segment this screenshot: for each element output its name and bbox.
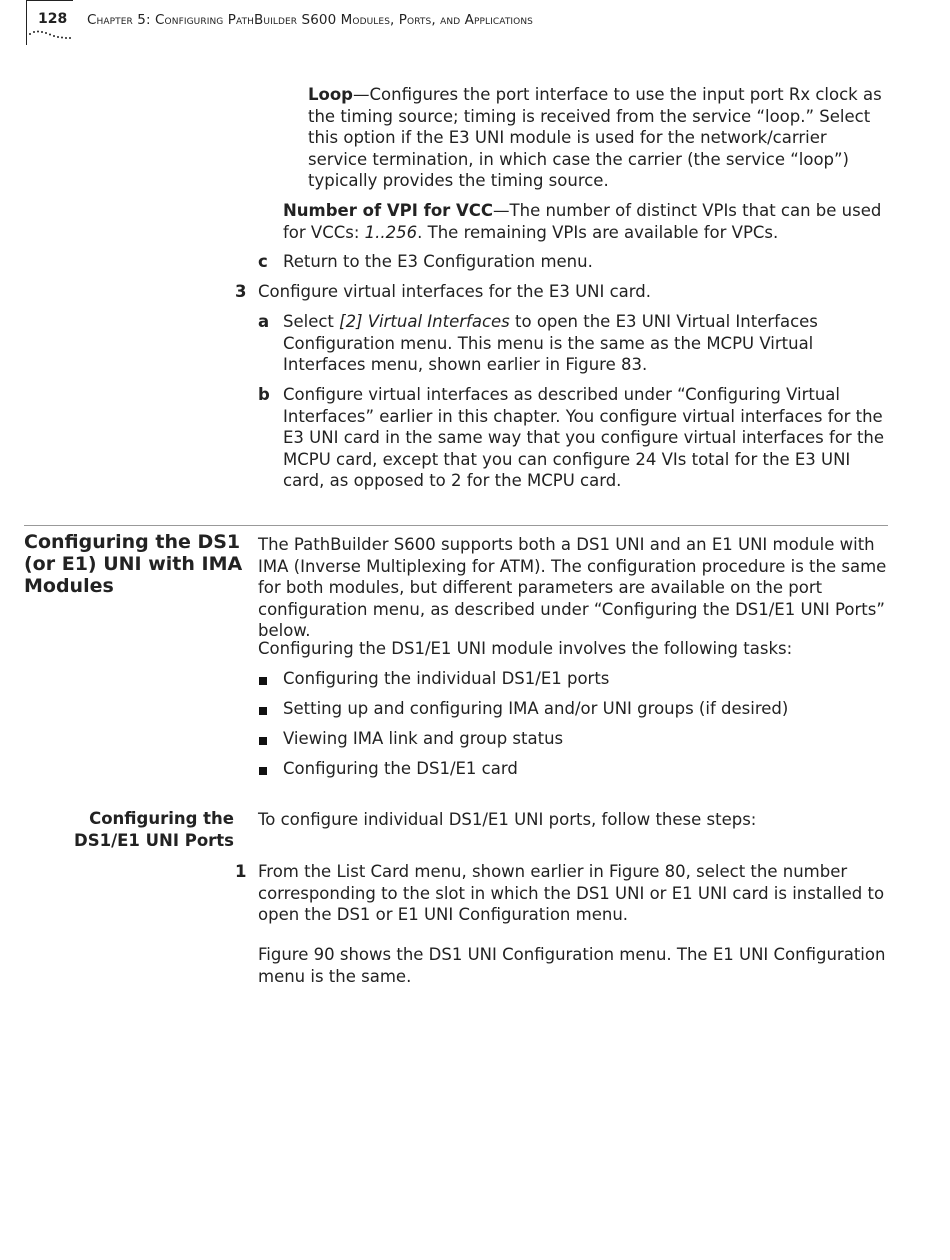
step-3a-before: Select bbox=[283, 312, 340, 331]
loop-term: Loop bbox=[308, 85, 353, 104]
step-1-marker: 1 bbox=[235, 862, 247, 881]
vpi-term: Number of VPI for VCC bbox=[283, 201, 494, 220]
loop-text: —Configures the port interface to use the input port Rx clock as the timing source; timing is received from the service “loop.” Select this option if the E3 UNI module is used for the network/carrier service termination, in which case the carrier (the service “loop”) typically provides the timing source. bbox=[308, 85, 882, 190]
bullet-icon bbox=[259, 677, 267, 685]
bullet-icon bbox=[259, 737, 267, 745]
step-c-text: Return to the E3 Configuration menu. bbox=[283, 252, 593, 271]
section-heading: Configuring the DS1 (or E1) UNI with IMA Modules bbox=[24, 531, 243, 597]
step-3a-menu-option: [2] Virtual Interfaces bbox=[339, 312, 510, 331]
step-3a-text bbox=[283, 311, 888, 376]
section-divider bbox=[24, 525, 888, 526]
step-1-text: From the List Card menu, shown earlier in Figure 80, select the number corresponding to the slot in which the DS1 UNI or E1 UNI card is installed to open the DS1 or E1 UNI Configuration menu. bbox=[258, 862, 885, 924]
step-3a-after: to open the E3 UNI Virtual Interfaces Configuration menu. This menu is the same as the MCPU Virtual Interfaces menu, shown earlier in Figure 83. bbox=[283, 312, 818, 374]
step-3a-marker: a bbox=[258, 312, 270, 331]
chapter-title: Chapter 5: Configuring PathBuilder S600 Modules, Ports, and Applications bbox=[87, 12, 533, 28]
task-item: Setting up and configuring IMA and/or UNI groups (if desired) bbox=[283, 699, 789, 718]
task-item: Viewing IMA link and group status bbox=[283, 729, 564, 748]
step-3-text: Configure virtual interfaces for the E3 UNI card. bbox=[258, 282, 651, 301]
task-item: Configuring the DS1/E1 card bbox=[283, 759, 518, 778]
vpi-text-before: —The number of distinct VPIs that can be used for VCCs: bbox=[283, 201, 882, 242]
vpi-paragraph bbox=[283, 200, 888, 243]
vpi-range: 1..256 bbox=[364, 222, 418, 242]
subsection-heading: Configuring the DS1/E1 UNI Ports bbox=[74, 809, 234, 850]
bullet-icon bbox=[259, 707, 267, 715]
step-3-marker: 3 bbox=[235, 282, 247, 301]
decorative-dots bbox=[28, 30, 76, 44]
bullet-icon bbox=[259, 767, 267, 775]
figure-note: Figure 90 shows the DS1 UNI Configuration menu. The E1 UNI Configuration menu is the same. bbox=[258, 945, 886, 986]
loop-paragraph bbox=[308, 84, 888, 192]
step-3b-marker: b bbox=[258, 385, 270, 404]
page-number: 128 bbox=[38, 11, 68, 27]
section-intro: The PathBuilder S600 supports both a DS1 UNI and an E1 UNI module with IMA (Inverse Multiplexing for ATM). The configuration procedure is the same for both modules, but different parameters are available on the port configuration menu, as described under “Configuring the DS1/E1 UNI Ports” below. bbox=[258, 535, 887, 640]
subsection-intro: To configure individual DS1/E1 UNI ports, follow these steps: bbox=[258, 810, 757, 829]
task-item: Configuring the individual DS1/E1 ports bbox=[283, 669, 610, 688]
step-c-marker: c bbox=[258, 252, 268, 271]
vpi-text-after: . The remaining VPIs are available for VPCs. bbox=[417, 222, 779, 242]
step-3b-text: Configure virtual interfaces as described under “Configuring Virtual Interfaces” earlier in this chapter. You configure virtual interfaces for the E3 UNI card in the same way that you configure virtual interfaces for the MCPU card, except that you can configure 24 VIs total for the E3 UNI card, as opposed to 2 for the MCPU card. bbox=[283, 385, 885, 490]
tasks-intro: Configuring the DS1/E1 UNI module involves the following tasks: bbox=[258, 639, 793, 658]
